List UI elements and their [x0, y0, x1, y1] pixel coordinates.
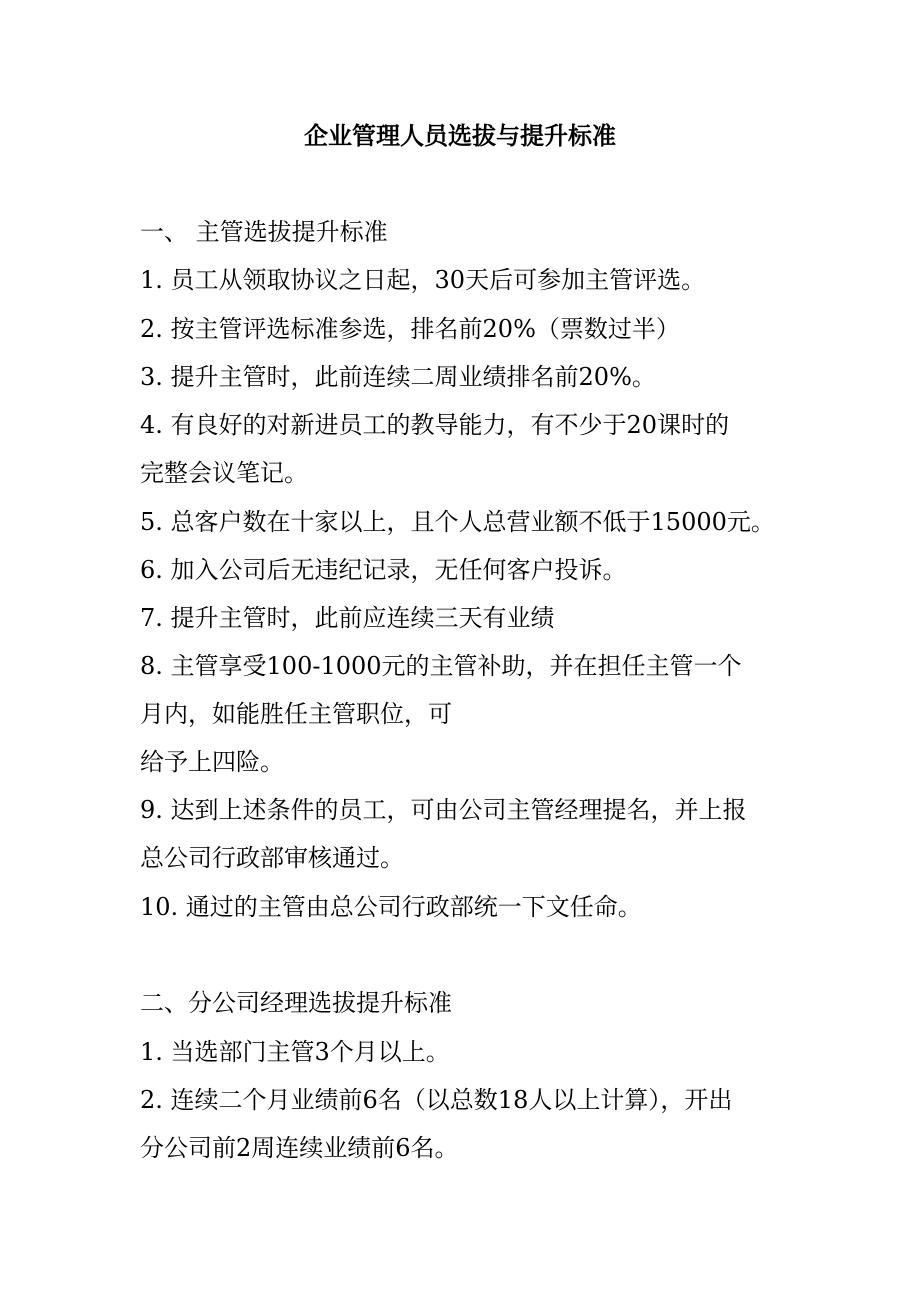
- manager-rule-2: 2. 连续二个月业绩前6名（以总数18人以上计算），开出: [140, 1086, 733, 1114]
- supervisor-rule-1: 1. 员工从领取协议之日起，30天后可参加主管评选。: [140, 266, 706, 294]
- supervisor-rule-7: 7. 提升主管时，此前应连续三天有业绩: [140, 604, 555, 632]
- supervisor-rule-2: 2. 按主管评选标准参选，排名前20%（票数过半）: [140, 315, 680, 343]
- manager-rule-1: 1. 当选部门主管3个月以上。: [140, 1038, 450, 1066]
- manager-rule-2-cont: 分公司前2周连续业绩前6名。: [140, 1134, 459, 1162]
- section-heading-branch-manager: 二、分公司经理选拔提升标准: [140, 989, 452, 1017]
- supervisor-rule-6: 6. 加入公司后无违纪记录，无任何客户投诉。: [140, 556, 627, 584]
- supervisor-rule-4: 4. 有良好的对新进员工的教导能力，有不少于20课时的: [140, 411, 730, 439]
- supervisor-rule-10: 10. 通过的主管由总公司行政部统一下文任命。: [140, 893, 642, 921]
- supervisor-rule-8-cont: 月内，如能胜任主管职位，可: [140, 700, 452, 728]
- supervisor-rule-8-cont2: 给予上四险。: [140, 748, 284, 776]
- section-heading-supervisor: 一、 主管选拔提升标准: [140, 218, 388, 246]
- supervisor-rule-9-cont: 总公司行政部审核通过。: [140, 844, 404, 872]
- supervisor-rule-8: 8. 主管享受100-1000元的主管补助，并在担任主管一个: [140, 652, 742, 680]
- supervisor-rule-9: 9. 达到上述条件的员工，可由公司主管经理提名，并上报: [140, 796, 747, 824]
- supervisor-rule-4-cont: 完整会议笔记。: [140, 459, 308, 487]
- supervisor-rule-5: 5. 总客户数在十家以上，且个人总营业额不低于15000元。: [140, 508, 775, 536]
- document-title: 企业管理人员选拔与提升标准: [304, 121, 616, 150]
- supervisor-rule-3: 3. 提升主管时，此前连续二周业绩排名前20%。: [140, 363, 656, 391]
